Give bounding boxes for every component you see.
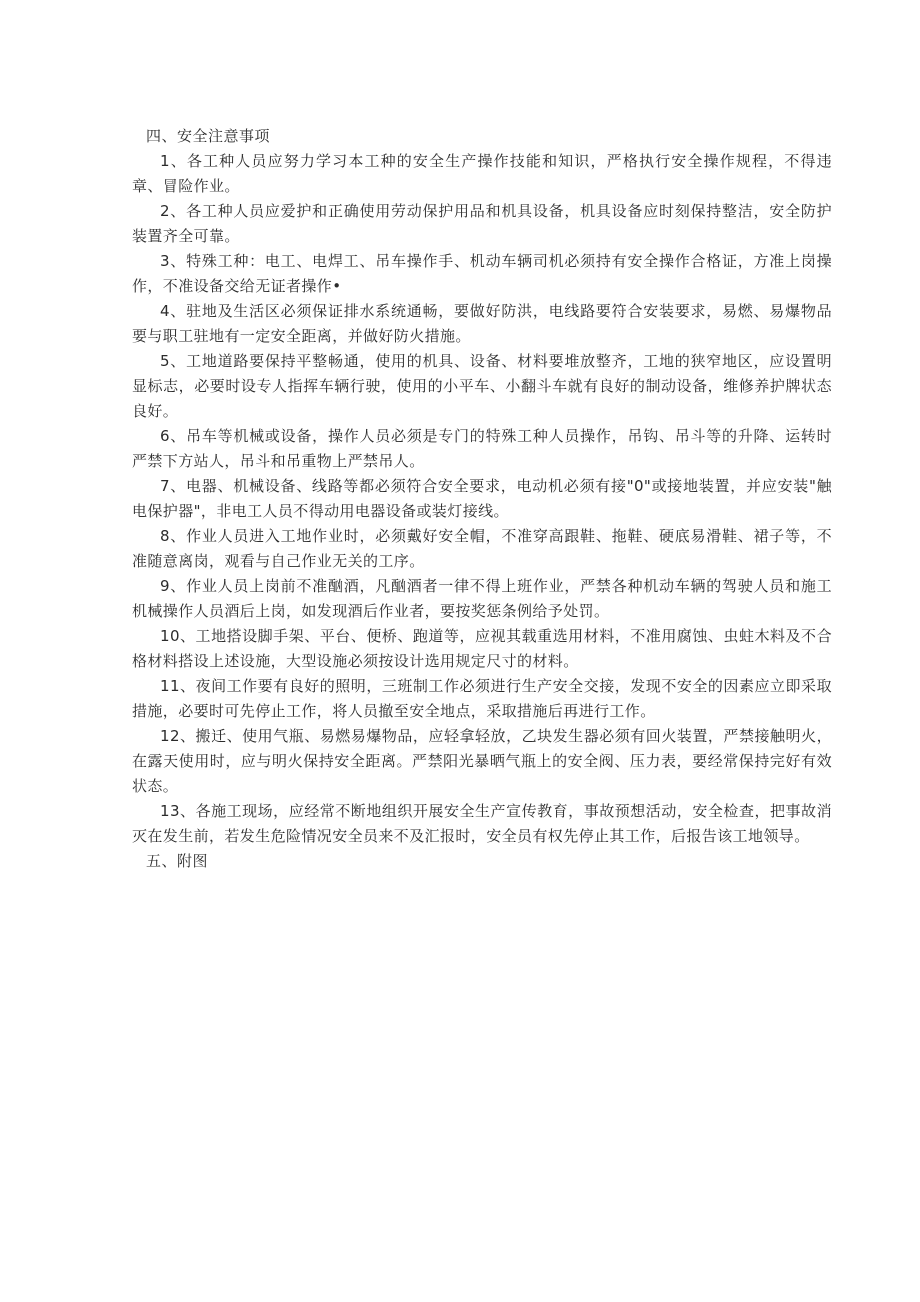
safety-item-8: 8、作业人员进入工地作业时，必须戴好安全帽，不准穿高跟鞋、拖鞋、硬底易滑鞋、裙子等，不准随意离岗，观看与自己作业无关的工序。 bbox=[132, 527, 832, 570]
safety-item-1: 1、各工种人员应努力学习本工种的安全生产操作技能和知识，严格执行安全操作规程，不得违章、冒险作业。 bbox=[132, 152, 832, 195]
safety-item-2: 2、各工种人员应爱护和正确使用劳动保护用品和机具设备，机具设备应时刻保持整洁，安全防护装置齐全可靠。 bbox=[132, 202, 832, 245]
safety-item-5: 5、工地道路要保持平整畅通，使用的机具、设备、材料要堆放整齐，工地的狭窄地区，应设置明显标志，必要时设专人指挥车辆行驶，使用的小平车、小翻斗车就有良好的制动设备，维修养护牌状态良好。 bbox=[132, 352, 832, 420]
safety-item-13: 13、各施工现场，应经常不断地组织开展安全生产宣传教育，事故预想活动，安全检查，把事故消灭在发生前，若发生危险情况安全员来不及汇报时，安全员有权先停止其工作，后报告该工地领导。 bbox=[132, 802, 832, 845]
section-four-heading: 四、安全注意事项 bbox=[146, 127, 271, 145]
safety-item-12: 12、搬迁、使用气瓶、易燃易爆物品，应轻拿轻放，乙块发生器必须有回火装置，严禁接触明火，在露天使用时，应与明火保持安全距离。严禁阳光暴晒气瓶上的安全阀、压力表，要经常保持完好有效状态。 bbox=[132, 727, 832, 795]
safety-item-9: 9、作业人员上岗前不准酗酒，凡酗酒者一律不得上班作业，严禁各种机动车辆的驾驶人员和施工机械操作人员酒后上岗，如发现酒后作业者，要按奖惩条例给予处罚。 bbox=[132, 577, 832, 620]
safety-item-4: 4、驻地及生活区必须保证排水系统通畅，要做好防洪，电线路要符合安装要求，易燃、易爆物品要与职工驻地有一定安全距离，并做好防火措施。 bbox=[132, 302, 832, 345]
safety-item-7: 7、电器、机械设备、线路等都必须符合安全要求，电动机必须有接"0"或接地装置，并应安装"触电保护器"，非电工人员不得动用电器设备或装灯接线。 bbox=[132, 477, 832, 520]
document-body bbox=[132, 124, 832, 874]
safety-item-6: 6、吊车等机械或设备，操作人员必须是专门的特殊工种人员操作，吊钩、吊斗等的升降、运转时严禁下方站人，吊斗和吊重物上严禁吊人。 bbox=[132, 427, 832, 470]
safety-item-3: 3、特殊工种：电工、电焊工、吊车操作手、机动车辆司机必须持有安全操作合格证，方准上岗操作，不准设备交给无证者操作• bbox=[132, 252, 832, 295]
safety-item-11: 11、夜间工作要有良好的照明，三班制工作必须进行生产安全交接，发现不安全的因素应立即采取措施，必要时可先停止工作，将人员撤至安全地点，采取措施后再进行工作。 bbox=[132, 677, 832, 720]
section-five-heading: 五、附图 bbox=[146, 852, 209, 870]
safety-item-10: 10、工地搭设脚手架、平台、便桥、跑道等，应视其载重选用材料，不准用腐蚀、虫蛀木料及不合格材料搭设上述设施，大型设施必须按设计选用规定尺寸的材料。 bbox=[132, 627, 832, 670]
